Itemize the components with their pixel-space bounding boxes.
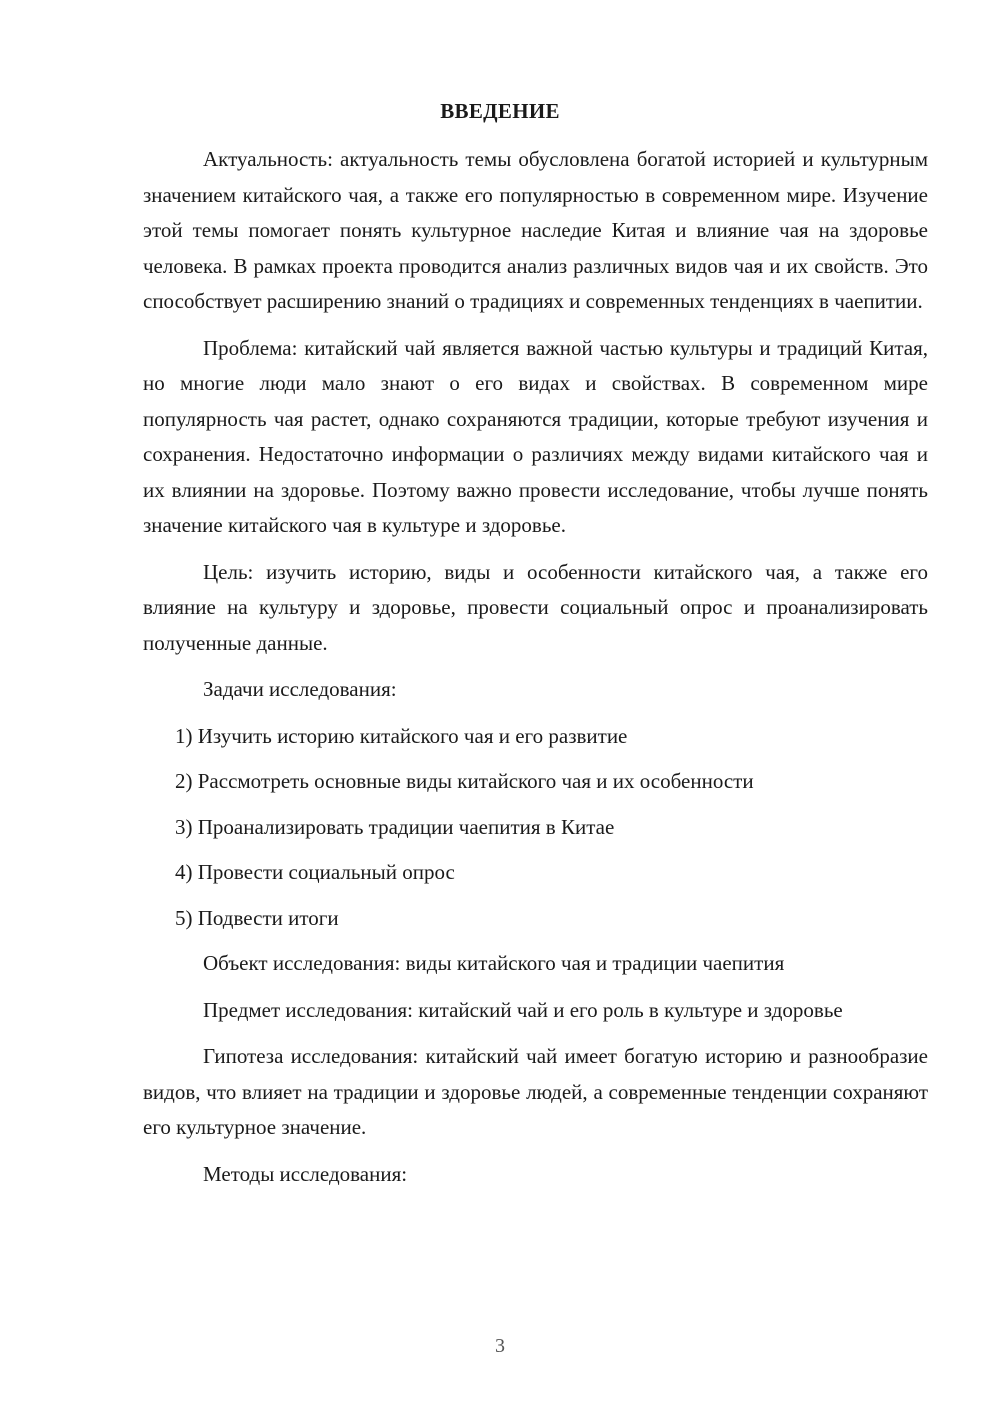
task-item: 3) Проанализировать традиции чаепития в Китае: [175, 814, 615, 839]
methods-heading: Методы исследования:: [203, 1161, 408, 1186]
task-item: 1) Изучить историю китайского чая и его развитие: [175, 723, 628, 748]
object-paragraph: Объект исследования: виды китайского чая и традиции чаепития: [203, 951, 785, 975]
tasks-heading: Задачи исследования:: [203, 677, 397, 701]
page-number: 3: [495, 1335, 505, 1357]
section-title: ВВЕДЕНИЕ: [440, 99, 560, 123]
goal-paragraph: Цель: изучить историю, виды и особенности китайского чая, а также его влияние на культуру и здоровье, провести социальный опрос и проанализировать полученные данные.: [143, 559, 928, 655]
relevance-paragraph: Актуальность: актуальность темы обусловлена богатой историей и культурным значением китайского чая, а также его популярностью в современном мире. Изучение этой темы помогает понять культурное наследие Китая и влияние чая на здоровье человека. В рамках проекта проводится анализ различных видов чая и их свойств. Это способствует расширению знаний о традициях и современных тенденциях в чаепитии.: [143, 147, 928, 313]
page-content: [143, 142, 928, 1203]
problem-paragraph: Проблема: китайский чай является важной частью культуры и традиций Китая, но многие люди мало знают о его видах и свойствах. В современном мире популярность чая растет, однако сохраняются традиции, которые требуют изучения и сохранения. Недостаточно информации о различиях между видами китайского чая и их влиянии на здоровье. Поэтому важно провести исследование, чтобы лучше понять значение китайского чая в культуре и здоровье.: [143, 335, 928, 537]
task-item: 5) Подвести итоги: [175, 905, 339, 930]
subject-paragraph: Предмет исследования: китайский чай и его роль в культуре и здоровье: [203, 997, 843, 1022]
task-item: 2) Рассмотреть основные виды китайского чая и их особенности: [175, 769, 754, 793]
hypothesis-paragraph: Гипотеза исследования: китайский чай имеет богатую историю и разнообразие видов, что влияет на традиции и здоровье людей, а современные тенденции сохраняют его культурное значение.: [143, 1044, 928, 1139]
task-item: 4) Провести социальный опрос: [175, 860, 455, 884]
